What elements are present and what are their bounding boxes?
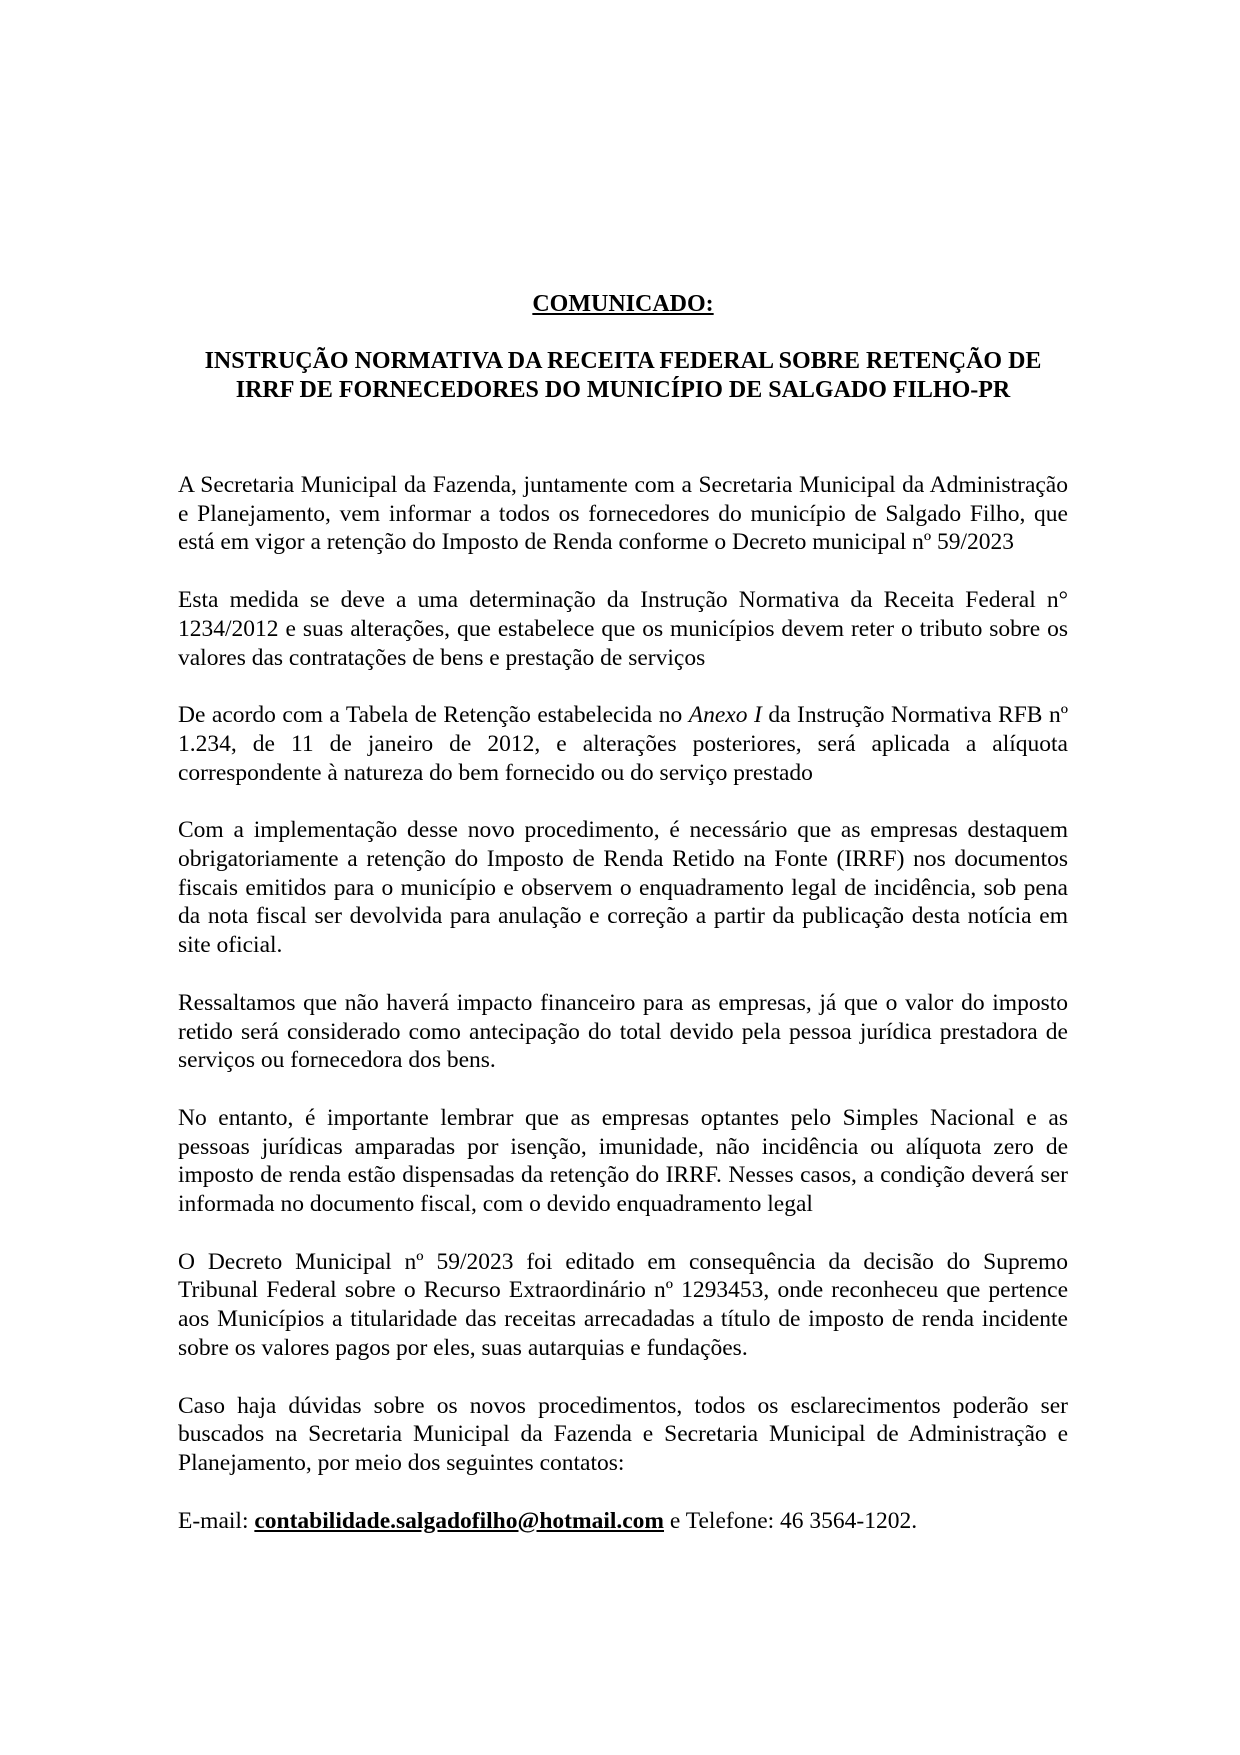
document-page	[178, 290, 1068, 1535]
subtitle-line-1: INSTRUÇÃO NORMATIVA DA RECEITA FEDERAL SOBRE RETENÇÃO DE	[204, 348, 1042, 374]
email-label: E-mail:	[178, 1507, 255, 1534]
document-subtitle	[178, 347, 1068, 405]
phone-text: e Telefone: 46 3564-1202.	[664, 1507, 918, 1534]
paragraph-impacto-financeiro: Ressaltamos que não haverá impacto financeiro para as empresas, já que o valor do imposto retido será considerado como antecipação do total devido pela pessoa jurídica prestadora de serviços ou fornecedora dos bens.	[178, 989, 1068, 1074]
paragraph-tabela-retencao	[178, 701, 1068, 787]
subtitle-line-2: IRRF DE FORNECEDORES DO MUNICÍPIO DE SALGADO FILHO-PR	[235, 377, 1011, 403]
document-title: COMUNICADO:	[532, 291, 714, 317]
tabela-text-part1: De acordo com a Tabela de Retenção estabelecida no	[178, 702, 689, 729]
paragraph-instrucao-normativa: Esta medida se deve a uma determinação da Instrução Normativa da Receita Federal n° 1234/2012 e suas alterações, que estabelece que os municípios devem reter o tributo sobre os valores das contratações de bens e prestação de serviços	[178, 587, 1068, 671]
paragraph-decreto-municipal: O Decreto Municipal nº 59/2023 foi editado em consequência da decisão do Supremo Tribunal Federal sobre o Recurso Extraordinário nº 1293453, onde reconheceu que pertence aos Municípios a titularidade das receitas arrecadadas a título de imposto de renda incidente sobre os valores pagos por eles, suas autarquias e fundações.	[178, 1248, 1068, 1361]
anexo-reference: Anexo I	[688, 702, 762, 729]
tabela-text-part2: da Instrução Normativa RFB nº 1.234, de 11 de janeiro de 2012, e alterações posteriores, será aplicada a alíquota correspondente à natureza do bem fornecido ou do serviço prestado	[178, 702, 1068, 786]
paragraph-simples-nacional: No entanto, é importante lembrar que as empresas optantes pelo Simples Nacional e as pessoas jurídicas amparadas por isenção, imunidade, não incidência ou alíquota zero de imposto de renda estão dispensadas da retenção do IRRF. Nesses casos, a condição deverá ser informada no documento fiscal, com o devido enquadramento legal	[178, 1104, 1068, 1218]
paragraph-implementacao: Com a implementação desse novo procedimento, é necessário que as empresas destaquem obrigatoriamente a retenção do Imposto de Renda Retido na Fonte (IRRF) nos documentos fiscais emitidos para o município e observem o enquadramento legal de incidência, sob pena da nota fiscal ser devolvida para anulação e correção a partir da publicação desta notícia em site oficial.	[178, 817, 1068, 959]
paragraph-duvidas: Caso haja dúvidas sobre os novos procedimentos, todos os esclarecimentos poderão ser buscados na Secretaria Municipal da Fazenda e Secretaria Municipal de Administração e Planejamento, por meio dos seguintes contatos:	[178, 1392, 1068, 1476]
paragraph-intro: A Secretaria Municipal da Fazenda, juntamente com a Secretaria Municipal da Administração e Planejamento, vem informar a todos os fornecedores do município de Salgado Filho, que está em vigor a retenção do Imposto de Renda conforme o Decreto municipal nº 59/2023	[178, 472, 1068, 556]
email-link[interactable]: contabilidade.salgadofilho@hotmail.com	[254, 1507, 665, 1534]
contact-line	[178, 1507, 1068, 1536]
